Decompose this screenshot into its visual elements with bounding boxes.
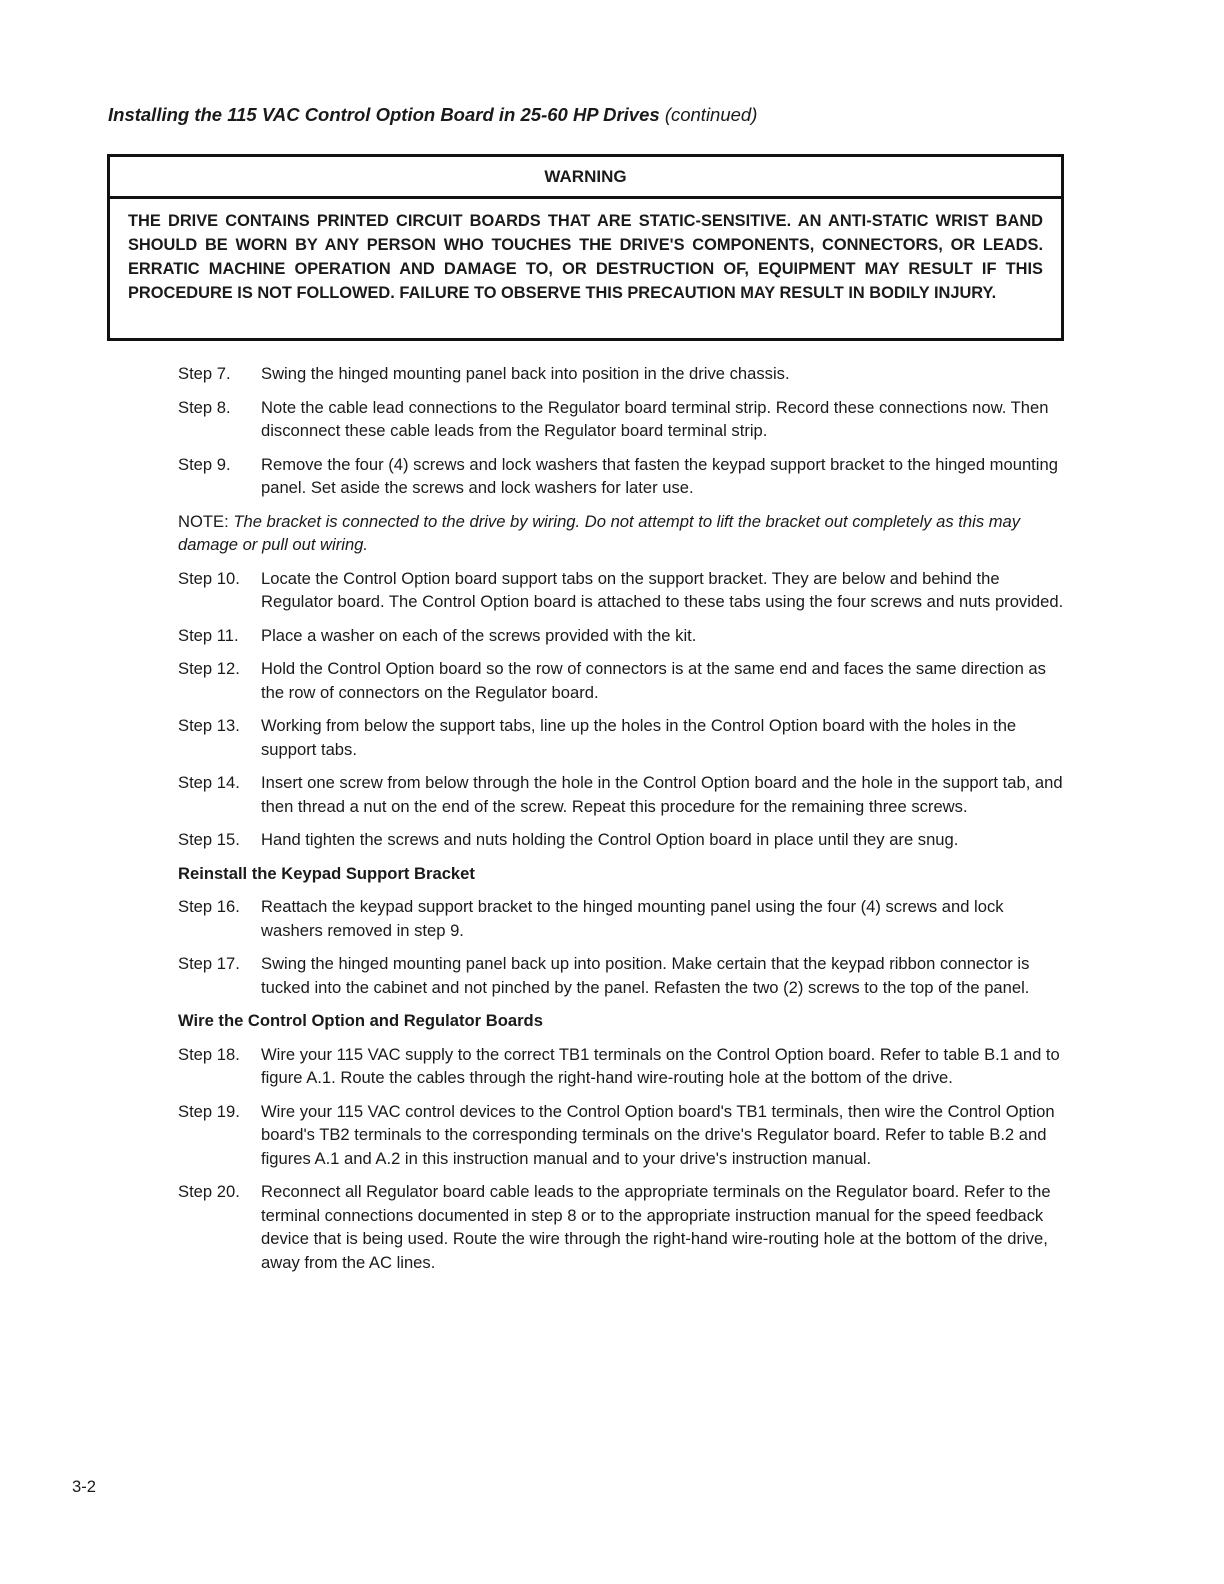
step-item (178, 657, 1068, 704)
steps-list (178, 362, 1068, 1284)
step-item (178, 771, 1068, 818)
step-text: Swing the hinged mounting panel back up into position. Make certain that the keypad ribbon connector is tucked into the cabinet and not pinched by the panel. Refasten the two (2) screws to the top of the panel. (261, 954, 1030, 997)
step-text: Reconnect all Regulator board cable leads to the appropriate terminals on the Regulator board. Refer to the terminal connections documented in step 8 or to the appropriate instruction manual for the speed feedback device that is being used. Route the wire through the right-hand wire-routing hole at the bottom of the drive, away from the AC lines. (261, 1182, 1051, 1272)
step-number: Step 20. (178, 1182, 240, 1201)
step-item (178, 396, 1068, 443)
step-item (178, 895, 1068, 942)
step-item (178, 828, 1068, 852)
step-number: Step 15. (178, 830, 240, 849)
step-text: Swing the hinged mounting panel back into position in the drive chassis. (261, 364, 790, 383)
step-number: Step 19. (178, 1101, 240, 1121)
step-text: Wire your 115 VAC supply to the correct TB1 terminals on the Control Option board. Refer to table B.1 and to figure A.1. Route the cables through the right-hand wire-routing hole at the bottom of the drive. (261, 1044, 1060, 1087)
step-text: Note the cable lead connections to the Regulator board terminal strip. Record these connections now. Then disconnect these cable leads from the Regulator board terminal strip. (261, 397, 1049, 440)
step-text: Working from below the support tabs, line up the holes in the Control Option board with the holes in the support tabs. (261, 716, 1017, 759)
page-title: Installing the 115 VAC Control Option Board in 25-60 HP Drives (108, 104, 660, 125)
warning-box (107, 154, 1064, 341)
section-heading: Reinstall the Keypad Support Bracket (178, 863, 475, 883)
page-header (108, 104, 757, 126)
step-number: Step 14. (178, 773, 240, 792)
step-item (178, 362, 1068, 386)
step-text: Hold the Control Option board so the row of connectors is at the same end and faces the same direction as the row of connectors on the Regulator board. (261, 659, 1046, 702)
step-number: Step 13. (178, 716, 240, 735)
step-text: Hand tighten the screws and nuts holding the Control Option board in place until they are snug. (261, 830, 959, 849)
step-item (178, 567, 1068, 614)
page-number: 3-2 (72, 1477, 96, 1496)
step-item (178, 453, 1068, 500)
step-text: Wire your 115 VAC control devices to the Control Option board's TB1 terminals, then wire the Control Option board's TB2 terminals to the corresponding terminals on the drive's Regulator board. Refer to table B.2 and figures A.1 and A.2 in this instruction manual and to your drive's instruction manual. (261, 1101, 1055, 1168)
warning-heading: WARNING (110, 157, 1061, 199)
step-text: Insert one screw from below through the hole in the Control Option board and the hole in the support tab, and then thread a nut on the end of the screw. Repeat this procedure for the remaining three screws. (261, 773, 1063, 816)
step-text: Locate the Control Option board support tabs on the support bracket. They are below and behind the Regulator board. The Control Option board is attached to these tabs using the four screws and nuts provided. (261, 568, 1064, 611)
step-number: Step 12. (178, 659, 240, 678)
note-text: The bracket is connected to the drive by wiring. Do not attempt to lift the bracket out completely as this may damage or pull out wiring. (178, 511, 1021, 554)
step-item (178, 624, 1068, 648)
warning-text: THE DRIVE CONTAINS PRINTED CIRCUIT BOARDS THAT ARE STATIC-SENSITIVE. AN ANTI-STATIC WRIST BAND SHOULD BE WORN BY ANY PERSON WHO TOUCHES THE DRIVE'S COMPONENTS, CONNECTORS, OR LEADS. ERRATIC MACHINE OPERATION AND DAMAGE TO, OR DESTRUCTION OF, EQUIPMENT MAY RESULT IF THIS PROCEDURE IS NOT FOLLOWED. FAILURE TO OBSERVE THIS PRECAUTION MAY RESULT IN BODILY INJURY. (128, 212, 1043, 302)
note-label: NOTE: (178, 511, 229, 531)
step-number: Step 7. (178, 364, 231, 383)
step-number: Step 11. (178, 625, 239, 645)
step-number: Step 8. (178, 397, 231, 417)
step-text: Place a washer on each of the screws provided with the kit. (261, 625, 697, 645)
note (178, 510, 1068, 557)
continued-label: (continued) (664, 104, 758, 125)
section-heading: Wire the Control Option and Regulator Boards (178, 1011, 543, 1030)
step-number: Step 16. (178, 897, 240, 916)
step-number: Step 10. (178, 568, 240, 588)
step-text: Reattach the keypad support bracket to the hinged mounting panel using the four (4) screws and lock washers removed in step 9. (261, 897, 1004, 940)
step-number: Step 9. (178, 454, 231, 474)
step-text: Remove the four (4) screws and lock washers that fasten the keypad support bracket to the hinged mounting panel. Set aside the screws and lock washers for later use. (261, 454, 1058, 497)
step-item (178, 714, 1068, 761)
step-item (178, 1180, 1068, 1274)
step-number: Step 17. (178, 954, 240, 973)
step-item (178, 1100, 1068, 1171)
step-number: Step 18. (178, 1044, 240, 1064)
step-item (178, 1043, 1068, 1090)
step-item (178, 952, 1068, 999)
